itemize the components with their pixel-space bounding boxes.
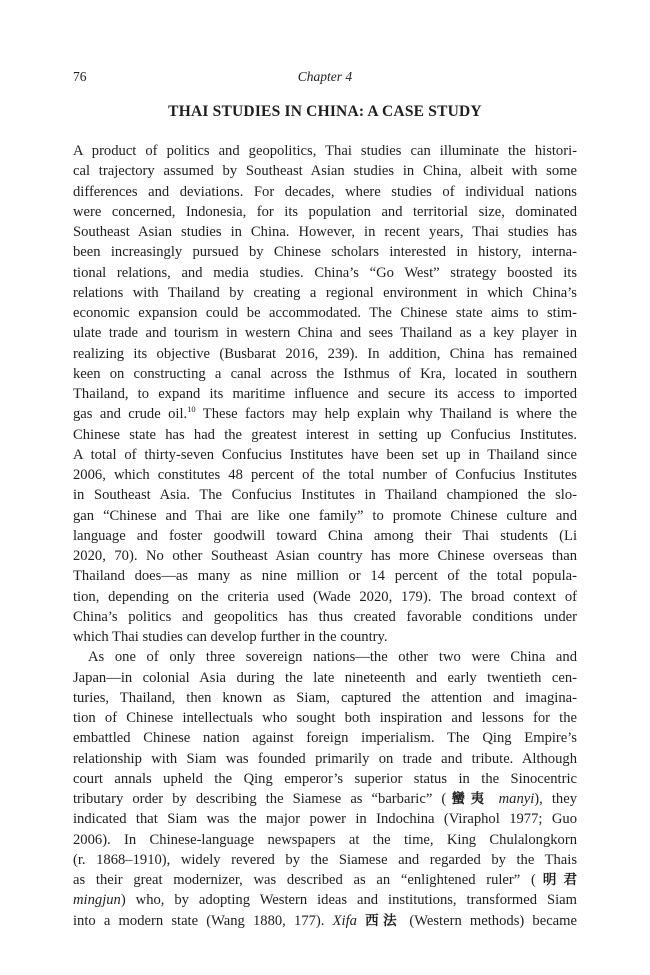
text-line: 2006). In Chinese-language newspapers at the time, King Chulalongkorn <box>73 831 577 848</box>
text-line: A product of politics and geopolitics, Thai studies can illuminate the histori- <box>73 143 577 159</box>
text-line: ulate trade and tourism in western China and sees Thailand as a key player in <box>73 325 577 342</box>
text-line: been increasingly pursued by Chinese scholars interested in history, interna- <box>73 244 577 261</box>
chinese-term: 明君 <box>535 872 577 888</box>
text-segment: gas and crude oil. <box>73 406 188 423</box>
text-line: As one of only three sovereign nations—the other two were China and <box>88 649 577 666</box>
text-line: tional relations, and media studies. China’s “Go West” strategy boosted its <box>73 264 577 281</box>
romanized-term: Xifa <box>332 912 357 929</box>
text-line: Thailand, to expand its maritime influence and secure its access to imported <box>73 386 577 402</box>
footnote-reference[interactable]: 10 <box>187 404 196 415</box>
chinese-term: 西法 <box>365 912 402 929</box>
text-segment: These factors may help explain why Thailand is where the <box>195 406 577 423</box>
text-line: Chinese state has had the greatest interest in setting up Confucius Institutes. <box>73 426 577 443</box>
text-line: (r. 1868–1910), widely revered by the Siamese and regarded by the Thais <box>73 851 577 868</box>
text-line: tion of Chinese intellectuals who sought both inspiration and lessons for the <box>73 710 577 726</box>
text-line <box>73 789 577 809</box>
section-heading: THAI STUDIES IN CHINA: A CASE STUDY <box>168 103 482 120</box>
text-line: Thailand does—as many as nine million or 14 percent of the total popula- <box>73 568 577 585</box>
text-line: economic expansion could be accommodated. The Chinese state aims to stim- <box>73 305 577 321</box>
text-line <box>73 890 577 910</box>
text-line <box>73 911 577 931</box>
text-line: which Thai studies can develop further in the country. <box>73 629 388 645</box>
text-line: court annals upheld the Qing emperor’s superior status in the Sinocentric <box>73 770 577 787</box>
text-line: A total of thirty-seven Confucius Institutes have been set up in Thailand since <box>73 446 577 463</box>
text-line: language and foster goodwill toward China among their Thai students (Li <box>73 527 577 544</box>
text-line: embattled Chinese nation against foreign imperialism. The Qing Empire’s <box>73 730 577 747</box>
text-line <box>73 870 577 890</box>
text-line: were concerned, Indonesia, for its population and territorial size, dominated <box>73 203 577 220</box>
paragraph-1 <box>73 141 577 647</box>
running-head: Chapter 4 <box>297 69 353 84</box>
page-number: 76 <box>73 69 87 84</box>
text-line: in Southeast Asia. The Confucius Institutes in Thailand championed the slo- <box>73 487 577 504</box>
text-segment: tributary order by describing the Siamese as “barbaric” ( <box>73 791 447 807</box>
text-line: gan “Chinese and Thai are like one family” to promote Chinese culture and <box>73 507 577 524</box>
text-line: realizing its objective (Busbarat 2016, 239). In addition, China has remained <box>73 345 577 362</box>
text-line: China’s politics and geopolitics has thus created favorable conditions under <box>73 608 577 625</box>
text-segment: ), they <box>534 791 577 807</box>
text-line: cal trajectory assumed by Southeast Asian studies in China, albeit with some <box>73 163 577 180</box>
text-line: 2020, 70). No other Southeast Asian country has more Chinese overseas than <box>73 548 577 564</box>
body-text <box>73 141 577 931</box>
romanized-term: mingjun <box>73 892 121 909</box>
text-line: relations with Thailand by creating a regional environment in which China’s <box>73 284 577 301</box>
text-segment: (Western methods) became <box>401 912 577 929</box>
text-line: turies, Thailand, then known as Siam, captured the attention and imagina- <box>73 689 577 706</box>
text-line <box>73 404 577 424</box>
paragraph-2 <box>73 647 577 931</box>
text-line: differences and deviations. For decades, where studies of individual nations <box>73 183 577 200</box>
text-line: keen on constructing a canal across the Isthmus of Kra, located in southern <box>73 365 577 382</box>
text-line: indicated that Siam was the major power in Indochina (Viraphol 1977; Guo <box>73 811 577 828</box>
text-segment <box>490 791 499 807</box>
text-line: 2006, which constitutes 48 percent of the total number of Confucius Institutes <box>73 467 577 483</box>
romanized-term: manyi <box>498 791 535 807</box>
text-line: Japan—in colonial Asia during the late nineteenth and early twentieth cen- <box>73 669 577 686</box>
text-line: Southeast Asian studies in China. However, in recent years, Thai studies has <box>73 224 577 240</box>
chinese-term: 蠻夷 <box>446 791 490 807</box>
text-segment: ) who, by adopting Western ideas and institutions, transformed Siam <box>120 892 577 909</box>
text-segment: into a modern state (Wang 1880, 177). <box>73 912 333 929</box>
text-segment: as their great modernizer, was described as an “enlightened ruler” ( <box>73 872 536 888</box>
text-line: relationship with Siam was founded primarily on trade and tribute. Although <box>73 750 577 767</box>
text-segment <box>357 913 365 929</box>
text-line: tion, depending on the criteria used (Wade 2020, 179). The broad context of <box>73 588 577 605</box>
